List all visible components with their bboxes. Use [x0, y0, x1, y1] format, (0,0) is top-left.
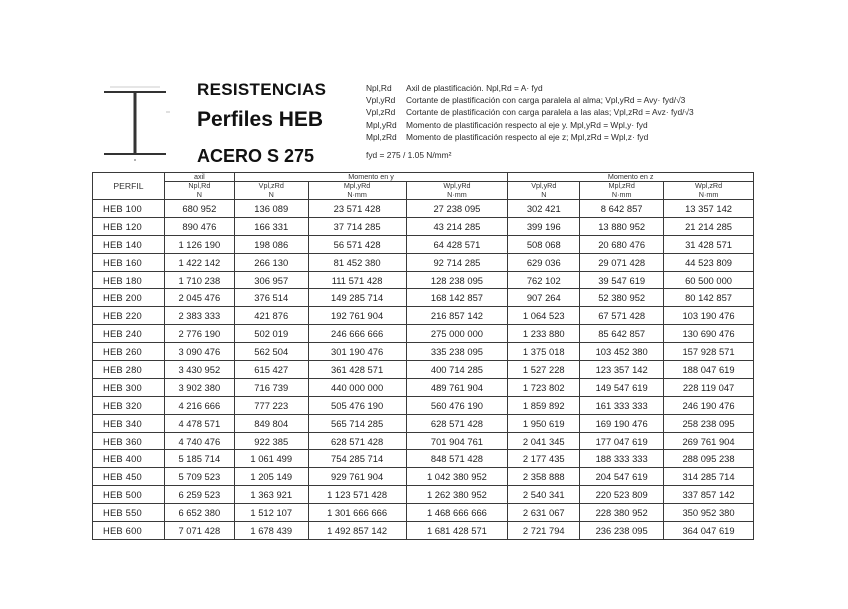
value-cell: 2 045 476: [164, 289, 234, 307]
table-row: [93, 396, 754, 414]
value-cell: 192 761 904: [308, 307, 406, 325]
value-cell: 136 089: [234, 200, 308, 218]
value-cell: 337 857 142: [664, 486, 754, 504]
value-cell: 111 571 428: [308, 271, 406, 289]
resistance-table: [92, 172, 754, 540]
value-cell: 39 547 619: [580, 271, 664, 289]
legend-line: [366, 131, 776, 143]
value-cell: 701 904 761: [406, 432, 508, 450]
legend-text: Momento de plastificación respecto al eje z; Mpl,zRd = Wpl,z· fyd: [406, 131, 649, 142]
value-cell: 314 285 714: [664, 468, 754, 486]
table-row: [93, 307, 754, 325]
profile-name-cell: HEB 450: [93, 468, 165, 486]
value-cell: 2 631 067: [508, 504, 580, 522]
value-cell: 1 233 880: [508, 325, 580, 343]
value-cell: 2 383 333: [164, 307, 234, 325]
value-cell: 777 223: [234, 396, 308, 414]
value-cell: 350 952 380: [664, 504, 754, 522]
value-cell: 302 421: [508, 200, 580, 218]
value-cell: 6 259 523: [164, 486, 234, 504]
value-cell: 376 514: [234, 289, 308, 307]
value-cell: 169 190 476: [580, 414, 664, 432]
perfil-header: PERFIL: [93, 173, 165, 200]
value-cell: 80 142 857: [664, 289, 754, 307]
value-cell: 890 476: [164, 217, 234, 235]
value-cell: 400 714 285: [406, 361, 508, 379]
column-unit: N·mm: [611, 189, 632, 199]
value-cell: 1 422 142: [164, 253, 234, 271]
value-cell: 505 476 190: [308, 396, 406, 414]
title-acero: ACERO S 275: [197, 146, 315, 166]
table-body: [93, 200, 754, 540]
table-row: [93, 378, 754, 396]
fyd-note: fyd = 275 / 1.05 N/mm²: [366, 150, 452, 161]
value-cell: 502 019: [234, 325, 308, 343]
column-unit: N·mm: [347, 189, 367, 199]
column-unit: N: [541, 189, 547, 199]
value-cell: 166 331: [234, 217, 308, 235]
profile-name-cell: HEB 260: [93, 343, 165, 361]
value-cell: 3 090 476: [164, 343, 234, 361]
value-cell: 228 119 047: [664, 378, 754, 396]
value-cell: 1 710 238: [164, 271, 234, 289]
table-row: [93, 468, 754, 486]
value-cell: 43 214 285: [406, 217, 508, 235]
value-cell: 149 285 714: [308, 289, 406, 307]
title-perfiles: Perfiles HEB: [197, 108, 324, 131]
table-row: [93, 361, 754, 379]
column-header: [580, 182, 664, 200]
profile-name-cell: HEB 160: [93, 253, 165, 271]
value-cell: 1 527 228: [508, 361, 580, 379]
value-cell: 157 928 571: [664, 343, 754, 361]
column-unit: N: [196, 189, 202, 199]
value-cell: 92 714 285: [406, 253, 508, 271]
value-cell: 246 666 666: [308, 325, 406, 343]
table-row: [93, 253, 754, 271]
value-cell: 929 761 904: [308, 468, 406, 486]
value-cell: 44 523 809: [664, 253, 754, 271]
value-cell: 4 740 476: [164, 432, 234, 450]
column-header: [508, 182, 580, 200]
value-cell: 1 061 499: [234, 450, 308, 468]
title-resistencias: RESISTENCIAS: [197, 80, 327, 99]
value-cell: 907 264: [508, 289, 580, 307]
value-cell: 266 130: [234, 253, 308, 271]
table-row: [93, 522, 754, 540]
value-cell: 1 512 107: [234, 504, 308, 522]
value-cell: 562 504: [234, 343, 308, 361]
column-header: [308, 182, 406, 200]
profile-name-cell: HEB 100: [93, 200, 165, 218]
legend-text: Cortante de plastificación con carga paralela a las alas; Vpl,zRd = Avz· fyd/√3: [406, 107, 694, 118]
value-cell: 1 468 666 666: [406, 504, 508, 522]
value-cell: 103 452 380: [580, 343, 664, 361]
value-cell: 5 709 523: [164, 468, 234, 486]
profile-name-cell: HEB 600: [93, 522, 165, 540]
value-cell: 168 142 857: [406, 289, 508, 307]
value-cell: 560 476 190: [406, 396, 508, 414]
legend: [366, 82, 776, 161]
value-cell: 680 952: [164, 200, 234, 218]
legend-line: [366, 119, 776, 131]
value-cell: 52 380 952: [580, 289, 664, 307]
value-cell: 3 902 380: [164, 378, 234, 396]
column-unit: N: [268, 189, 274, 199]
table-row: [93, 343, 754, 361]
value-cell: 1 123 571 428: [308, 486, 406, 504]
value-cell: 361 428 571: [308, 361, 406, 379]
value-cell: 20 680 476: [580, 235, 664, 253]
value-cell: 228 380 952: [580, 504, 664, 522]
value-cell: 177 047 619: [580, 432, 664, 450]
value-cell: 21 214 285: [664, 217, 754, 235]
value-cell: 4 478 571: [164, 414, 234, 432]
profile-name-cell: HEB 360: [93, 432, 165, 450]
value-cell: 13 880 952: [580, 217, 664, 235]
profile-name-cell: HEB 320: [93, 396, 165, 414]
value-cell: 628 571 428: [308, 432, 406, 450]
value-cell: 37 714 285: [308, 217, 406, 235]
column-symbol: Vpl,zRd: [258, 181, 284, 190]
profile-name-cell: HEB 400: [93, 450, 165, 468]
legend-symbol: Mpl,yRd: [366, 119, 397, 130]
table-row: [93, 432, 754, 450]
legend-symbol: Vpl,yRd: [366, 95, 396, 106]
value-cell: 1 859 892: [508, 396, 580, 414]
legend-text: Momento de plastificación respecto al eje y. Mpl,yRd = Wpl,y· fyd: [406, 119, 648, 130]
column-symbol: Vpl,yRd: [531, 181, 557, 190]
value-cell: 364 047 619: [664, 522, 754, 540]
value-cell: 216 857 142: [406, 307, 508, 325]
value-cell: 130 690 476: [664, 325, 754, 343]
value-cell: 188 047 619: [664, 361, 754, 379]
value-cell: 848 571 428: [406, 450, 508, 468]
group-header-axil: axil: [164, 173, 234, 182]
value-cell: 23 571 428: [308, 200, 406, 218]
column-symbol: Mpl,yRd: [343, 181, 371, 190]
column-header: [164, 182, 234, 200]
profile-name-cell: HEB 140: [93, 235, 165, 253]
profile-name-cell: HEB 240: [93, 325, 165, 343]
table-row: [93, 217, 754, 235]
table-row: [93, 450, 754, 468]
value-cell: 1 126 190: [164, 235, 234, 253]
value-cell: 2 776 190: [164, 325, 234, 343]
value-cell: 128 238 095: [406, 271, 508, 289]
value-cell: 1 363 921: [234, 486, 308, 504]
value-cell: 204 547 619: [580, 468, 664, 486]
value-cell: 615 427: [234, 361, 308, 379]
value-cell: 1 205 149: [234, 468, 308, 486]
value-cell: 85 642 857: [580, 325, 664, 343]
legend-symbol: Npl,Rd: [366, 83, 392, 93]
table-row: [93, 486, 754, 504]
value-cell: 762 102: [508, 271, 580, 289]
profile-name-cell: HEB 280: [93, 361, 165, 379]
value-cell: 81 452 380: [308, 253, 406, 271]
value-cell: 629 036: [508, 253, 580, 271]
table-row: [93, 271, 754, 289]
value-cell: 149 547 619: [580, 378, 664, 396]
group-header-eje-z: Momento en z: [508, 173, 754, 182]
value-cell: 440 000 000: [308, 378, 406, 396]
value-cell: 27 238 095: [406, 200, 508, 218]
value-cell: 3 430 952: [164, 361, 234, 379]
value-cell: 1 262 380 952: [406, 486, 508, 504]
value-cell: 246 190 476: [664, 396, 754, 414]
value-cell: 1 375 018: [508, 343, 580, 361]
value-cell: 103 190 476: [664, 307, 754, 325]
table-row: [93, 235, 754, 253]
value-cell: 1 492 857 142: [308, 522, 406, 540]
value-cell: 628 571 428: [406, 414, 508, 432]
table-row: [93, 325, 754, 343]
legend-line: [366, 94, 776, 106]
value-cell: 7 071 428: [164, 522, 234, 540]
value-cell: 849 804: [234, 414, 308, 432]
legend-text: Cortante de plastificación con carga paralela al alma; Vpl,yRd = Avy· fyd/√3: [406, 95, 686, 106]
profile-name-cell: HEB 550: [93, 504, 165, 522]
value-cell: 421 876: [234, 307, 308, 325]
value-cell: 2 041 345: [508, 432, 580, 450]
value-cell: 1 681 428 571: [406, 522, 508, 540]
column-header: [406, 182, 508, 200]
profile-name-cell: HEB 340: [93, 414, 165, 432]
value-cell: 6 652 380: [164, 504, 234, 522]
value-cell: 161 333 333: [580, 396, 664, 414]
value-cell: 31 428 571: [664, 235, 754, 253]
legend-text: Axil de plastificación. Npl,Rd = A· fyd: [406, 83, 543, 93]
value-cell: 64 428 571: [406, 235, 508, 253]
value-cell: 13 357 142: [664, 200, 754, 218]
profile-name-cell: HEB 220: [93, 307, 165, 325]
value-cell: 258 238 095: [664, 414, 754, 432]
table-row: [93, 200, 754, 218]
value-cell: 123 357 142: [580, 361, 664, 379]
profile-name-cell: HEB 300: [93, 378, 165, 396]
value-cell: 220 523 809: [580, 486, 664, 504]
value-cell: 565 714 285: [308, 414, 406, 432]
i-beam-section-icon: [100, 84, 170, 162]
column-header: [234, 182, 308, 200]
table-row: [93, 504, 754, 522]
value-cell: 198 086: [234, 235, 308, 253]
value-cell: 335 238 095: [406, 343, 508, 361]
value-cell: 2 358 888: [508, 468, 580, 486]
legend-symbol: Mpl,zRd: [366, 131, 397, 142]
value-cell: 4 216 666: [164, 396, 234, 414]
value-cell: 922 385: [234, 432, 308, 450]
value-cell: 1 678 439: [234, 522, 308, 540]
table-row: [93, 414, 754, 432]
value-cell: 754 285 714: [308, 450, 406, 468]
value-cell: 188 333 333: [580, 450, 664, 468]
value-cell: 2 177 435: [508, 450, 580, 468]
column-symbol: Npl,Rd: [188, 181, 211, 190]
value-cell: 399 196: [508, 217, 580, 235]
value-cell: 29 071 428: [580, 253, 664, 271]
value-cell: 8 642 857: [580, 200, 664, 218]
value-cell: 67 571 428: [580, 307, 664, 325]
table-row: [93, 289, 754, 307]
value-cell: 5 185 714: [164, 450, 234, 468]
value-cell: 288 095 238: [664, 450, 754, 468]
legend-line: [366, 106, 776, 118]
column-unit: N·mm: [698, 189, 719, 199]
value-cell: 301 190 476: [308, 343, 406, 361]
profile-name-cell: HEB 200: [93, 289, 165, 307]
column-header-row: [93, 182, 754, 200]
value-cell: 489 761 904: [406, 378, 508, 396]
profile-name-cell: HEB 180: [93, 271, 165, 289]
column-symbol: Mpl,zRd: [608, 181, 635, 190]
column-header: [664, 182, 754, 200]
column-symbol: Wpl,yRd: [443, 181, 471, 190]
legend-line: [366, 82, 776, 94]
value-cell: 275 000 000: [406, 325, 508, 343]
group-header-eje-y: Momento en y: [234, 173, 508, 182]
value-cell: 716 739: [234, 378, 308, 396]
value-cell: 236 238 095: [580, 522, 664, 540]
value-cell: 1 064 523: [508, 307, 580, 325]
value-cell: 1 723 802: [508, 378, 580, 396]
value-cell: 508 068: [508, 235, 580, 253]
value-cell: 1 950 619: [508, 414, 580, 432]
value-cell: 1 042 380 952: [406, 468, 508, 486]
column-symbol: Wpl,zRd: [694, 181, 723, 190]
legend-symbol: Vpl,zRd: [366, 107, 396, 118]
value-cell: 269 761 904: [664, 432, 754, 450]
value-cell: 306 957: [234, 271, 308, 289]
value-cell: 2 721 794: [508, 522, 580, 540]
column-unit: N·mm: [447, 189, 467, 199]
value-cell: 1 301 666 666: [308, 504, 406, 522]
profile-name-cell: HEB 120: [93, 217, 165, 235]
profile-name-cell: HEB 500: [93, 486, 165, 504]
value-cell: 56 571 428: [308, 235, 406, 253]
value-cell: 60 500 000: [664, 271, 754, 289]
value-cell: 2 540 341: [508, 486, 580, 504]
